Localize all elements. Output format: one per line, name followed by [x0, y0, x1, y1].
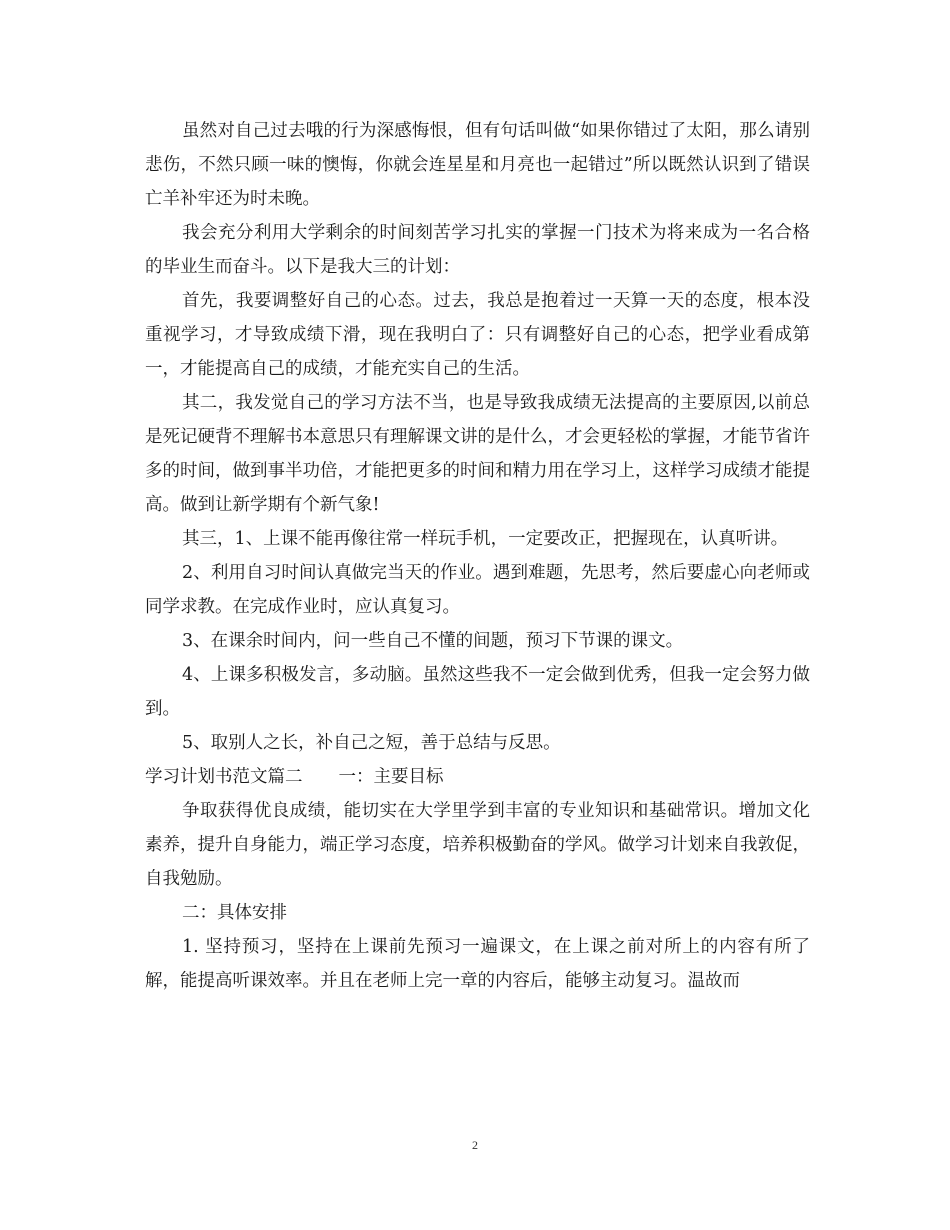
section-heading — [145, 760, 810, 794]
paragraph: 5、取别人之长，补自己之短，善于总结与反思。 — [182, 733, 561, 753]
paragraph: 2、利用自习时间认真做完当天的作业。遇到难题，先思考，然后要虚心向老师或同学求教。在完成作业时，应认真复习。 — [145, 563, 810, 617]
document-body — [145, 114, 810, 998]
page-number: 2 — [472, 1138, 478, 1152]
paragraph: 首先，我要调整好自己的心态。过去，我总是抱着过一天算一天的态度，根本没重视学习，才导致成绩下滑，现在我明白了：只有调整好自己的心态，把学业看成第一，才能提高自己的成绩，才能充实自己的生活。 — [145, 291, 810, 379]
subheading: 二：具体安排 — [182, 903, 287, 923]
paragraph: 3、在课余时间内，问一些自己不懂的间题，预习下节课的课文。 — [182, 631, 684, 651]
paragraph: 4、上课多积极发言，多动脑。虽然这些我不一定会做到优秀，但我一定会努力做到。 — [145, 665, 810, 719]
paragraph: 我会充分利用大学剩余的时间刻苦学习扎实的掌握一门技术为将来成为一名合格的毕业生而奋斗。以下是我大三的计划： — [145, 223, 810, 277]
paragraph: 1. 坚持预习，坚持在上课前先预习一遍课文，在上课之前对所上的内容有所了解，能提高听课效率。并且在老师上完一章的内容后，能够主动复习。温故而 — [145, 937, 810, 991]
paragraph: 其二，我发觉自己的学习方法不当，也是导致我成绩无法提高的主要原因,以前总是死记硬背不理解书本意思只有理解课文讲的是什么，才会更轻松的掌握，才能节省许多的时间，做到事半功倍，才能把更多的时间和精力用在学习上，这样学习成绩才能提高。做到让新学期有个新气象! — [145, 393, 810, 515]
paragraph: 争取获得优良成绩，能切实在大学里学到丰富的专业知识和基础常识。增加文化素养，提升自身能力，端正学习态度，培养积极勤奋的学风。做学习计划来自我敦促，自我勉励。 — [145, 801, 810, 889]
section-title: 学习计划书范文篇二 — [145, 767, 303, 787]
section-subtitle: 一：主要目标 — [338, 767, 444, 787]
paragraph: 虽然对自己过去哦的行为深感悔恨，但有句话叫做“如果你错过了太阳，那么请别悲伤，不然只顾一味的懊悔，你就会连星星和月亮也一起错过”所以既然认识到了错误亡羊补牢还为时未晚。 — [145, 121, 810, 209]
paragraph: 其三，1、上课不能再像往常一样玩手机，一定要改正，把握现在，认真听讲。 — [182, 529, 789, 549]
